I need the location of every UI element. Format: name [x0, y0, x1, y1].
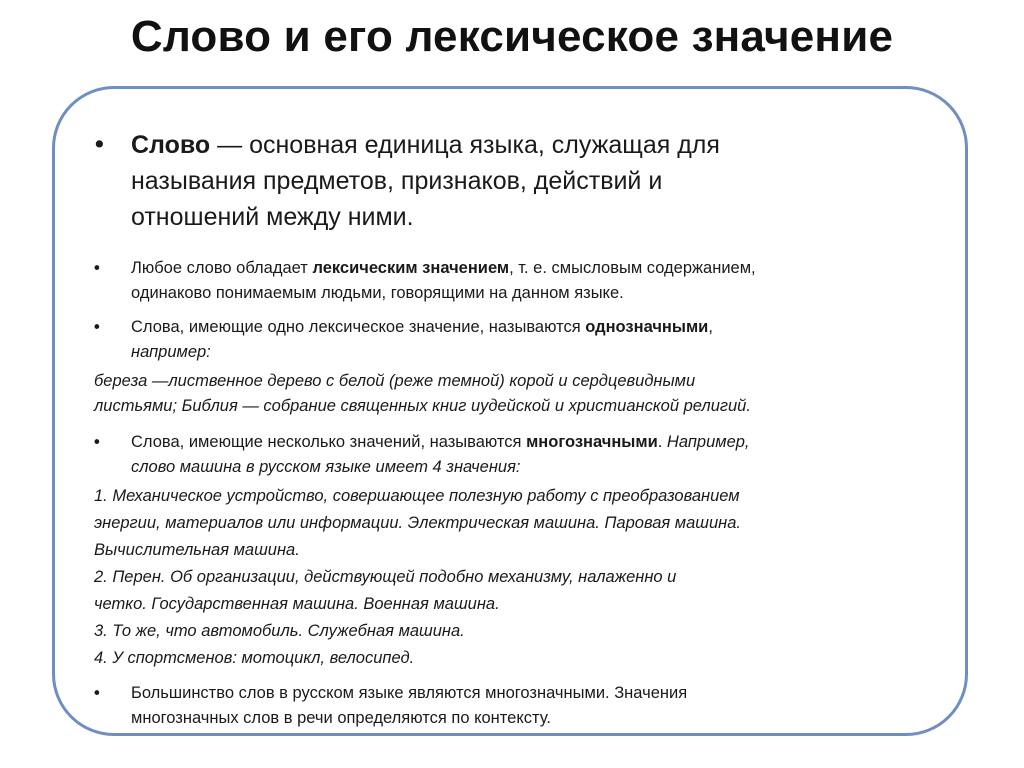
bullet-marker: •: [92, 684, 102, 703]
meaning-line: четко. Государственная машина. Военная машина.: [94, 595, 500, 613]
definition-line-2: называния предметов, признаков, действий и: [131, 167, 663, 195]
example-line: береза —лиственное дерево с белой (реже темной) корой и сердцевидными: [94, 372, 696, 390]
meaning-line: 2. Перен. Об организации, действующей подобно механизму, налаженно и: [94, 568, 677, 586]
term-polysemantic: многозначными: [526, 433, 658, 451]
bullet-marker: •: [92, 130, 107, 159]
bullet-marker: •: [92, 259, 102, 278]
slide-title: Слово и его лексическое значение: [130, 12, 894, 61]
definition-line-3: отношений между ними.: [131, 203, 414, 231]
meaning-line: 3. То же, что автомобиль. Служебная машина.: [94, 622, 465, 640]
term-word: Слово: [131, 131, 211, 159]
meaning-line: Вычислительная машина.: [94, 541, 300, 559]
bullet-marker: •: [92, 318, 102, 337]
bullet-context: Большинство слов в русском языке являются многозначными. Значения многозначных слов в речи определяются по контексту.: [131, 684, 688, 727]
example-line: листьями; Библия — собрание священных книг иудейской и христианской религий.: [94, 397, 751, 415]
term-lexical-meaning: лексическим значением: [312, 259, 510, 277]
term-monosemantic: однозначными: [585, 318, 709, 336]
bullet-monosemantic: Слова, имеющие одно лексическое значение, называются однозначными, например:: [131, 318, 713, 361]
bullet-polysemantic: Слова, имеющие несколько значений, называются многозначными. Например, слово машина в русском языке имеет 4 значения:: [131, 433, 750, 476]
definition-line-1: — основная единица языка, служащая для: [210, 131, 720, 159]
meaning-line: энергии, материалов или информации. Электрическая машина. Паровая машина.: [94, 514, 741, 532]
meaning-line: 4. У спортсменов: мотоцикл, велосипед.: [94, 649, 415, 667]
bullet-lexical-meaning: Любое слово обладает лексическим значением, т. е. смысловым содержанием, одинаково понимаемым людьми, говорящими на данном языке.: [131, 259, 756, 302]
meaning-line: 1. Механическое устройство, совершающее полезную работу с преобразованием: [94, 487, 740, 505]
bullet-marker: •: [92, 433, 102, 452]
bullet-definition-word: [131, 127, 720, 235]
